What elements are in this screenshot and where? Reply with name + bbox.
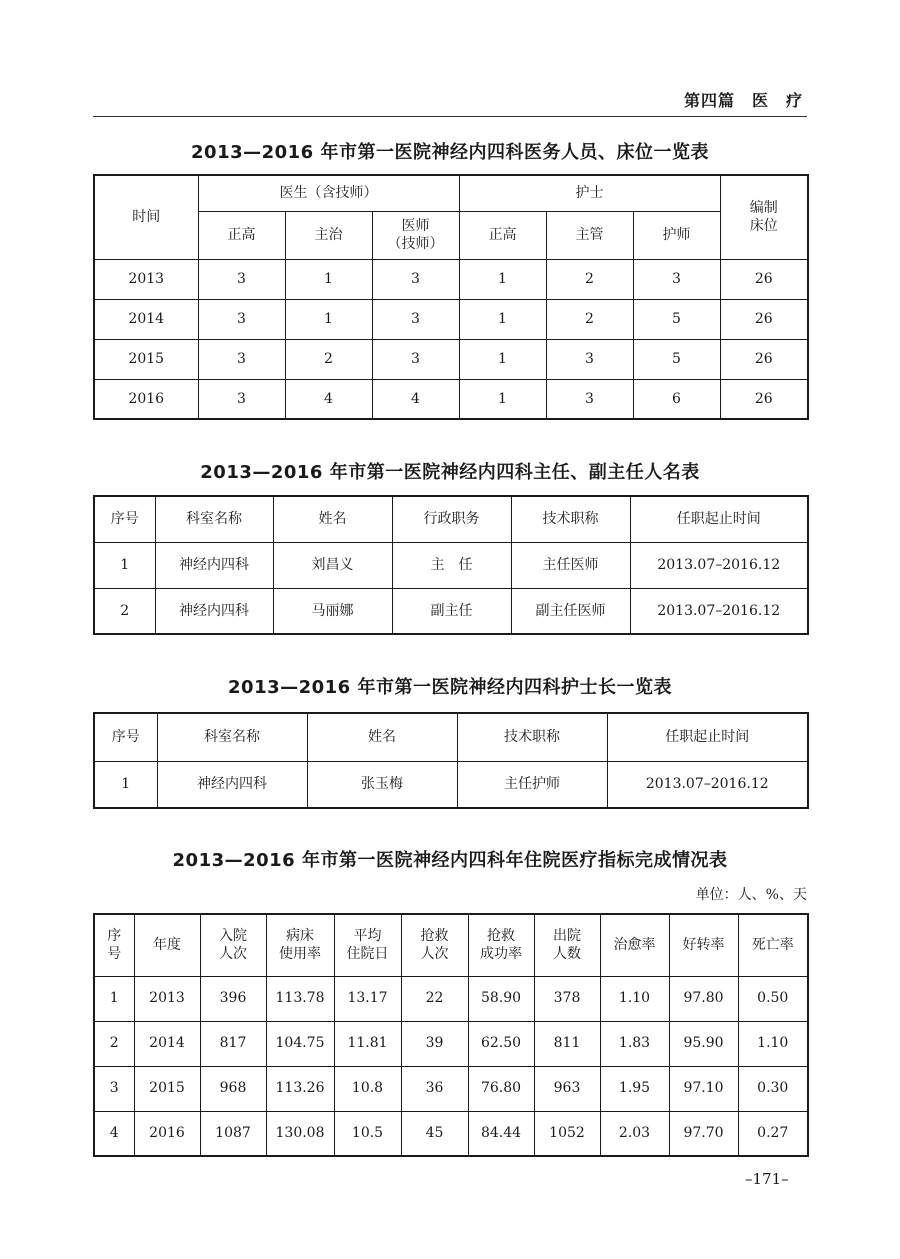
column-header: 行政职务 [392,496,511,542]
table-row [94,976,808,1021]
table-cell: 1087 [200,1111,266,1156]
col-beds-line2: 床位 [749,218,778,235]
table-cell: 10.5 [334,1111,401,1156]
table-cell: 0.50 [738,976,808,1021]
nurse-col-nurse: 护师 [633,211,720,259]
table-cell: 95.90 [669,1021,738,1066]
column-header-line: 治愈率 [613,937,656,954]
doc-col-attending: 主治 [285,211,372,259]
inpatient-metrics-table [93,913,809,1157]
table-cell: 963 [534,1066,600,1111]
column-header: 技术职称 [511,496,630,542]
table-header-row [94,914,808,976]
column-header-line: 病床 [286,928,314,945]
table-cell: 811 [534,1021,600,1066]
table-cell: 3 [198,259,285,299]
column-header: 科室名称 [155,496,273,542]
table-cell: 1 [285,299,372,339]
column-header: 科室名称 [157,713,307,761]
table-cell: 主任医师 [511,542,630,588]
table-cell: 副主任医师 [511,588,630,634]
table-cell: 2016 [134,1111,200,1156]
table-cell: 3 [94,1066,134,1111]
table-cell: 1 [459,259,546,299]
column-header [738,914,808,976]
table-cell: 2013.07–2016.12 [607,761,808,808]
column-header-line: 人次 [219,946,247,963]
column-header: 技术职称 [457,713,607,761]
column-header [534,914,600,976]
staff-beds-table [93,174,809,420]
table-cell: 马丽娜 [273,588,392,634]
col-time-header: 时间 [94,175,198,259]
table-cell: 神经内四科 [155,588,273,634]
table-row [94,1021,808,1066]
table-cell: 1 [94,542,155,588]
column-header [94,914,134,976]
table-row [94,1066,808,1111]
column-header [600,914,669,976]
table-cell: 3 [198,379,285,419]
column-header [401,914,468,976]
table-cell: 45 [401,1111,468,1156]
column-header-line: 序 [107,928,122,945]
head-nurse-table [93,712,809,809]
table2-title: 2013—2016 年市第一医院神经内四科主任、副主任人名表 [200,462,700,483]
nurse-col-supervisor: 主管 [546,211,633,259]
table-cell: 26 [720,339,808,379]
table-row [94,1111,808,1156]
table-cell: 36 [401,1066,468,1111]
table-cell: 3 [633,259,720,299]
table-cell: 396 [200,976,266,1021]
column-header: 任职起止时间 [607,713,808,761]
doc-col-physician [372,211,459,259]
table-cell: 2013 [134,976,200,1021]
nurse-group-header: 护士 [459,175,720,211]
table-cell: 3 [372,339,459,379]
table3-title: 2013—2016 年市第一医院神经内四科护士长一览表 [228,677,672,698]
table-cell: 104.75 [266,1021,334,1066]
table-cell: 3 [198,339,285,379]
table-cell: 0.30 [738,1066,808,1111]
director-table [93,495,809,635]
table-row [94,542,808,588]
table-cell: 3 [372,259,459,299]
table-cell: 97.70 [669,1111,738,1156]
column-header-line: 人次 [420,946,449,963]
table-header-row [94,496,808,542]
doc-col-senior: 正高 [198,211,285,259]
table-cell: 2 [546,259,633,299]
unit-note: 单位：人、%、天 [695,887,807,903]
table-cell: 1 [459,379,546,419]
table-cell: 2015 [134,1066,200,1111]
table-row [94,299,808,339]
column-header-line: 入院 [219,928,247,945]
column-header: 任职起止时间 [630,496,808,542]
table-cell: 26 [720,259,808,299]
table-cell: 113.26 [266,1066,334,1111]
column-header [669,914,738,976]
table-cell: 62.50 [468,1021,534,1066]
table-cell: 97.80 [669,976,738,1021]
table-cell: 39 [401,1021,468,1066]
column-header-line: 死亡率 [751,937,794,954]
column-header: 姓名 [273,496,392,542]
table-cell: 97.10 [669,1066,738,1111]
table-cell: 主任护师 [457,761,607,808]
table-cell: 神经内四科 [157,761,307,808]
table-cell: 神经内四科 [155,542,273,588]
col-beds-line1: 编制 [749,200,778,217]
table-cell: 2016 [94,379,198,419]
table-cell: 2014 [134,1021,200,1066]
table-cell: 84.44 [468,1111,534,1156]
table-cell: 1.10 [738,1021,808,1066]
table-cell: 4 [372,379,459,419]
table-cell: 1 [94,976,134,1021]
column-header-line: 年度 [153,937,181,954]
doctor-group-header: 医生（含技师） [198,175,459,211]
page-number: –171– [745,1170,789,1188]
table-row [94,588,808,634]
table-cell: 张玉梅 [307,761,457,808]
table-cell: 2.03 [600,1111,669,1156]
column-header [134,914,200,976]
table-cell: 3 [372,299,459,339]
column-header-line: 出院 [553,928,581,945]
table-cell: 22 [401,976,468,1021]
table-cell: 1.95 [600,1066,669,1111]
table-cell: 2013.07–2016.12 [630,588,808,634]
table1-title: 2013—2016 年市第一医院神经内四科医务人员、床位一览表 [191,142,709,163]
table-cell: 26 [720,379,808,419]
doc-col-physician-line1: 医师 [401,217,430,234]
table-cell: 刘昌义 [273,542,392,588]
table-cell: 1.83 [600,1021,669,1066]
table-cell: 10.8 [334,1066,401,1111]
column-header-line: 住院日 [346,946,389,963]
column-header-line: 抢救 [487,928,515,945]
table-cell: 4 [285,379,372,419]
table-cell: 1 [459,299,546,339]
column-header [200,914,266,976]
table-row [94,761,808,808]
column-header [266,914,334,976]
column-header-line: 人数 [553,946,581,963]
table-cell: 2 [546,299,633,339]
nurse-col-senior: 正高 [459,211,546,259]
table-cell: 968 [200,1066,266,1111]
table-cell: 817 [200,1021,266,1066]
table-cell: 58.90 [468,976,534,1021]
table-cell: 0.27 [738,1111,808,1156]
table-cell: 11.81 [334,1021,401,1066]
table-cell: 2013 [94,259,198,299]
table-row [94,379,808,419]
column-header: 序号 [94,496,155,542]
table-header-row [94,713,808,761]
col-beds-header [720,175,808,259]
table-cell: 13.17 [334,976,401,1021]
table-cell: 2 [94,588,155,634]
table-cell: 3 [198,299,285,339]
column-header-line: 平均 [353,928,382,945]
column-header: 序号 [94,713,157,761]
page-header [93,88,807,116]
table-cell: 2013.07–2016.12 [630,542,808,588]
table-cell: 2014 [94,299,198,339]
table-row [94,259,808,299]
column-header-line: 使用率 [279,946,321,963]
table-cell: 1052 [534,1111,600,1156]
column-header-line: 成功率 [480,946,522,963]
column-header-line: 号 [107,946,122,963]
chapter-title: 第四篇 医 疗 [683,91,803,110]
table-cell: 3 [546,379,633,419]
column-header-line: 好转率 [682,937,725,954]
column-header [334,914,401,976]
table-cell: 1 [459,339,546,379]
table-cell: 4 [94,1111,134,1156]
doc-col-physician-line2: （技师） [387,236,444,252]
table-cell: 6 [633,379,720,419]
column-header: 姓名 [307,713,457,761]
table-cell: 副主任 [392,588,511,634]
table-cell: 主 任 [392,542,511,588]
table-cell: 76.80 [468,1066,534,1111]
column-header-line: 抢救 [420,928,449,945]
table-cell: 378 [534,976,600,1021]
table-row [94,339,808,379]
table-cell: 1 [285,259,372,299]
table-cell: 3 [546,339,633,379]
table-cell: 1 [94,761,157,808]
table-cell: 130.08 [266,1111,334,1156]
column-header [468,914,534,976]
table-cell: 5 [633,339,720,379]
table-cell: 2 [285,339,372,379]
table-cell: 5 [633,299,720,339]
header-rule [93,116,807,117]
table-cell: 113.78 [266,976,334,1021]
table-cell: 1.10 [600,976,669,1021]
table-cell: 26 [720,299,808,339]
table-cell: 2 [94,1021,134,1066]
table-cell: 2015 [94,339,198,379]
table4-title: 2013—2016 年市第一医院神经内四科年住院医疗指标完成情况表 [172,850,728,871]
